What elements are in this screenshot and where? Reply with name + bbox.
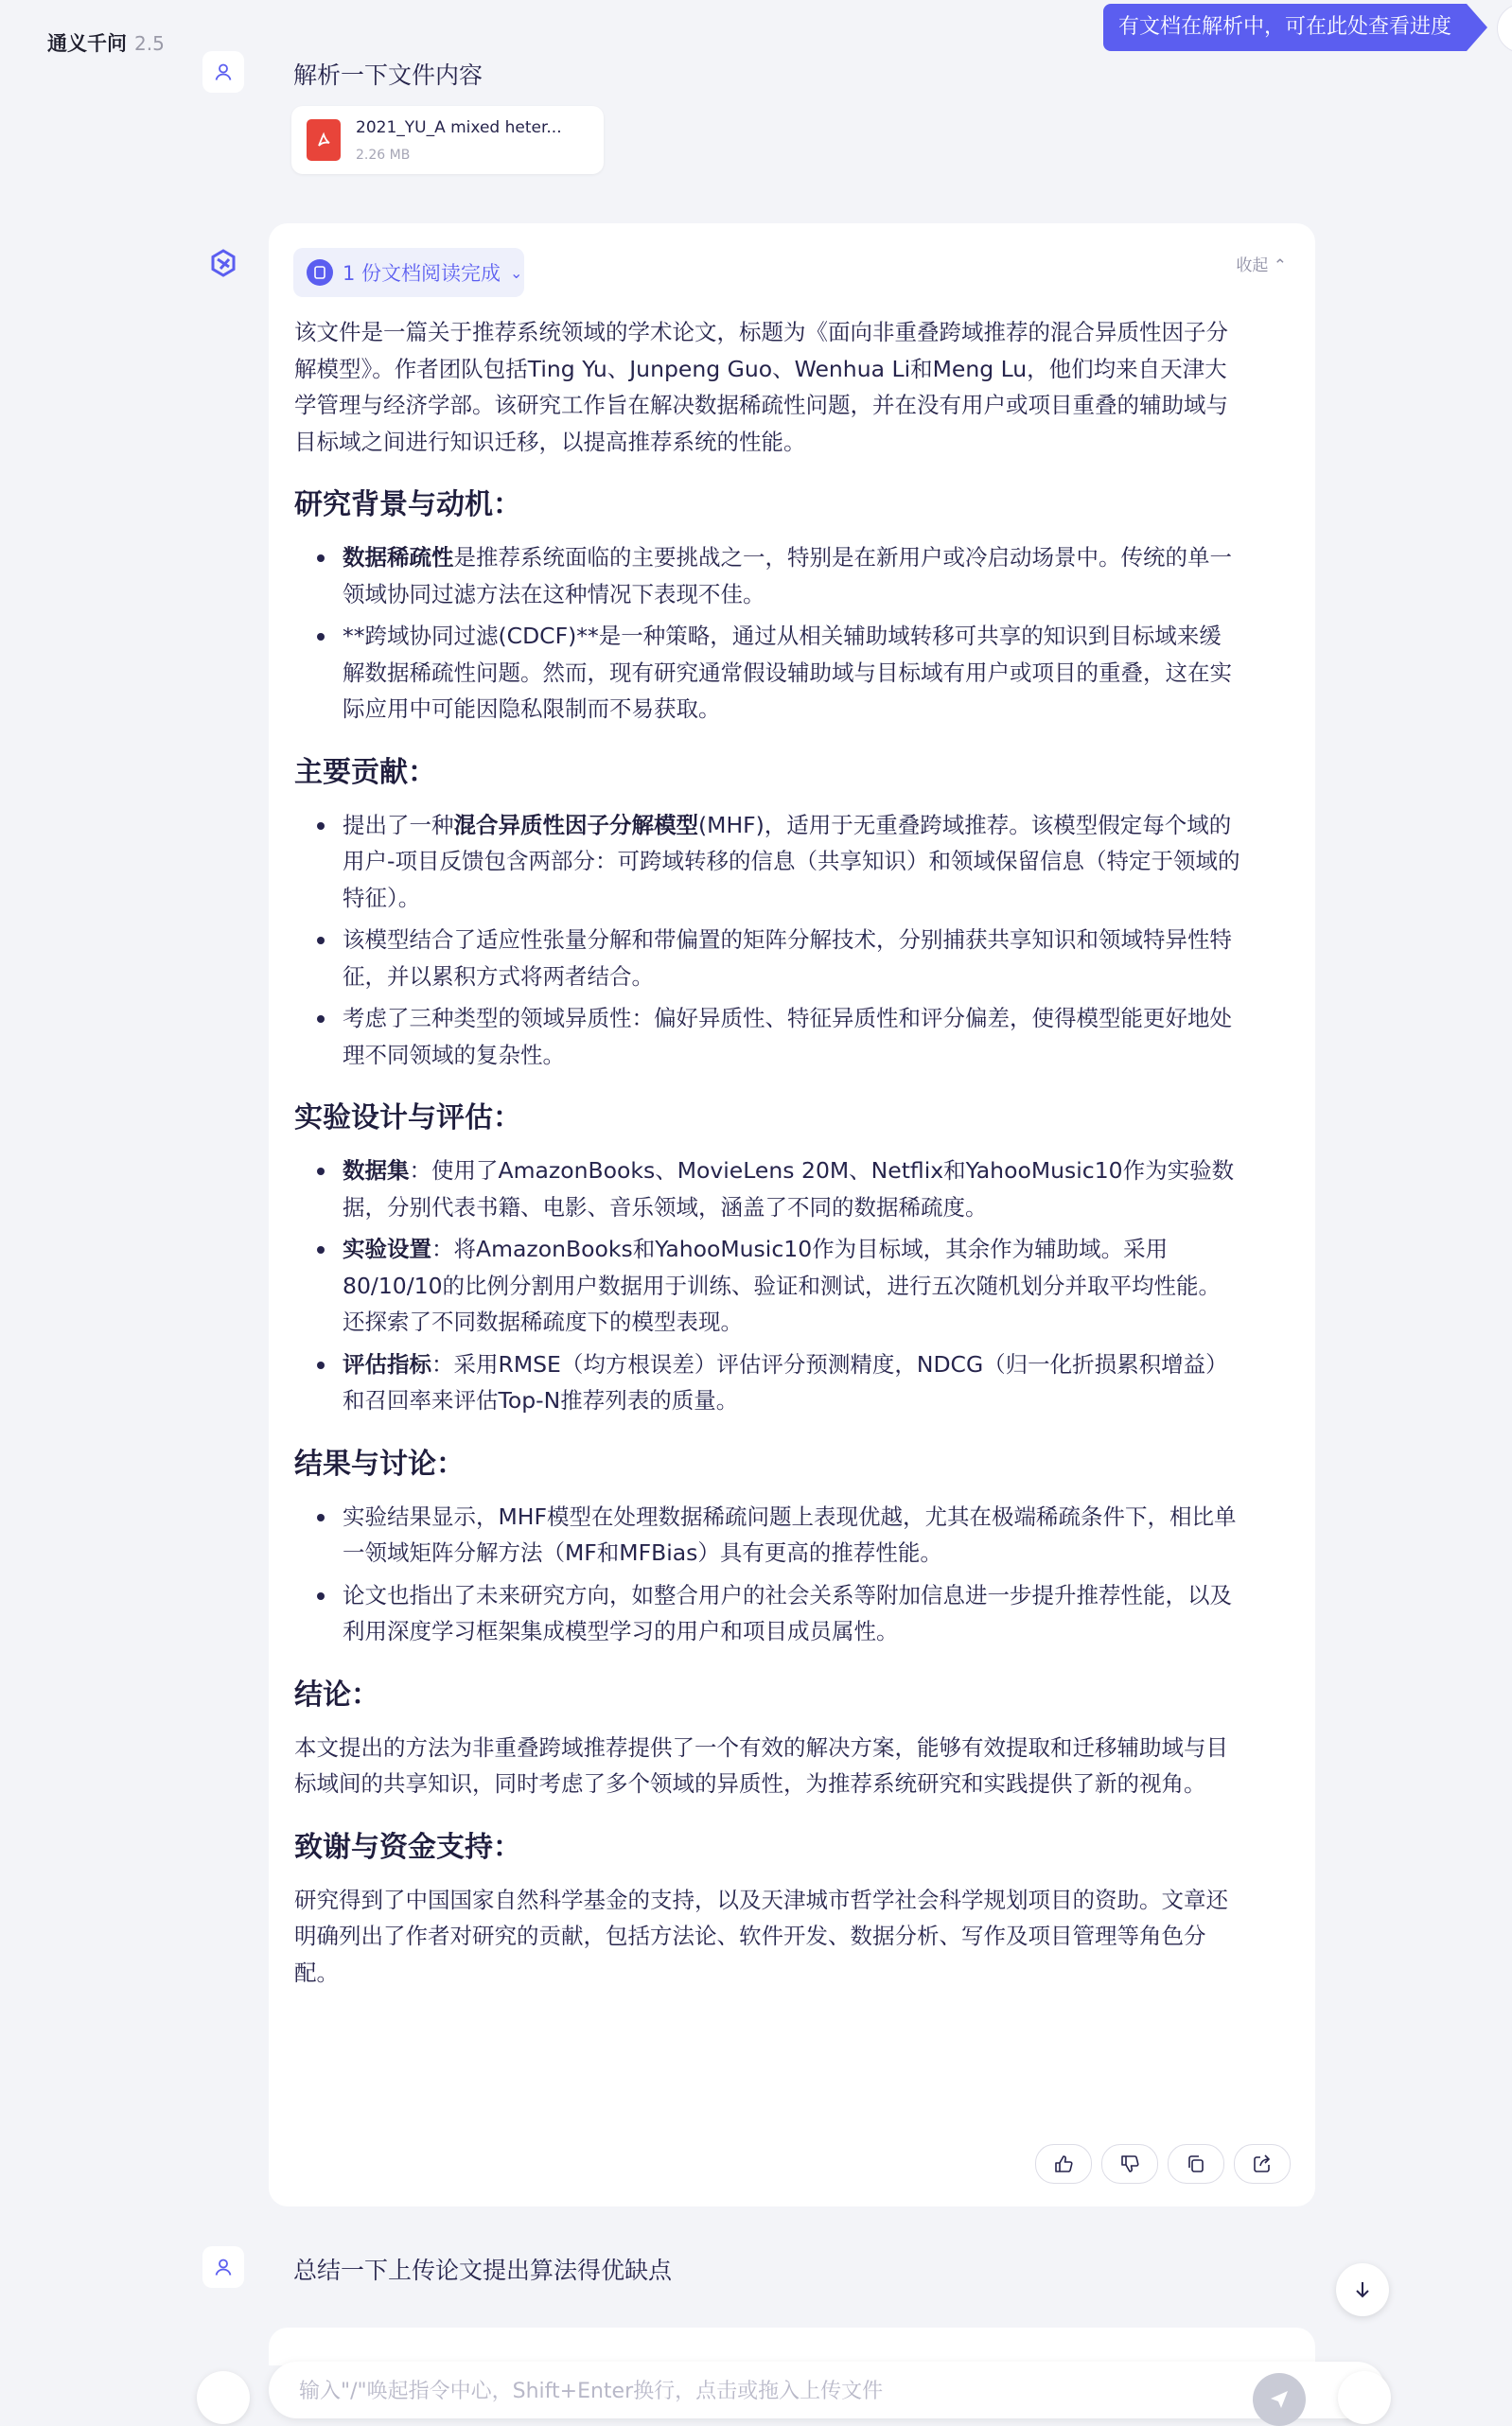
- share-button[interactable]: [1234, 2144, 1291, 2184]
- next-answer-card: [269, 2328, 1315, 2365]
- answer-content: [294, 314, 1240, 1991]
- user-message: 解析一下文件内容: [293, 62, 483, 89]
- section-heading: 实验设计与评估：: [294, 1101, 521, 1134]
- bold-term: 数据稀疏性: [343, 544, 454, 571]
- app-name: 通义千问: [47, 32, 127, 55]
- thumbs-up-button[interactable]: [1035, 2144, 1092, 2184]
- bullet-list: [294, 807, 1240, 1074]
- list-item: [294, 807, 1240, 917]
- section-heading: 结论：: [294, 1678, 379, 1712]
- acknowledgement-text: 研究得到了中国国家自然科学基金的支持，以及天津城市哲学社会科学规划项目的资助。文章还明确列出了作者对研究的贡献，包括方法论、软件开发、数据分析、写作及项目管理等角色分配。: [294, 1886, 1228, 1986]
- chevron-up-icon: ⌃: [1273, 256, 1287, 275]
- section-heading: 研究背景与动机：: [294, 488, 521, 521]
- bullet-list: [294, 539, 1240, 728]
- list-item: [294, 618, 1240, 728]
- list-item: [294, 922, 1240, 994]
- conclusion-text: 本文提出的方法为非重叠跨域推荐提供了一个有效的解决方案，能够有效提取和迁移辅助域与目标域间的共享知识，同时考虑了多个领域的异质性，为推荐系统研究和实践提供了新的视角。: [294, 1733, 1228, 1797]
- list-item-text: **跨域协同过滤(CDCF)**是一种策略，通过从相关辅助域转移可共享的知识到目标域来缓解数据稀疏性问题。然而，现有研究通常假设辅助域与目标域有用户或项目的重叠，这在实际应用中可能因隐私限制而不易获取。: [343, 623, 1232, 722]
- copy-button[interactable]: [1168, 2144, 1224, 2184]
- list-item-text: (MHF)，适用于无重叠跨域推荐。该模型假定每个域的用户-项目反馈包含两部分：可跨域转移的信息（共享知识）和领域保留信息（特定于领域的特征）。: [343, 811, 1240, 911]
- collapse-label: 收起: [1236, 256, 1269, 275]
- arrow-down-icon: [1352, 2279, 1373, 2300]
- chevron-down-icon: ⌄: [510, 263, 523, 282]
- user-avatar: [202, 2246, 244, 2288]
- document-read-label: 1 份文档阅读完成: [343, 262, 501, 285]
- collapse-button[interactable]: [1236, 252, 1287, 275]
- bullet-list: [294, 1152, 1240, 1419]
- list-item: [294, 539, 1240, 612]
- list-item: [294, 1346, 1240, 1419]
- thumbs-down-button[interactable]: [1101, 2144, 1158, 2184]
- thumbs-up-icon: [1053, 2154, 1074, 2174]
- pdf-icon: [307, 119, 341, 161]
- attachment-size: 2.26 MB: [356, 148, 411, 163]
- bold-term: 混合异质性因子分解模型: [453, 811, 698, 838]
- bold-term: 评估指标: [343, 1350, 431, 1378]
- list-item-text: ：将AmazonBooks和YahooMusic10作为目标域，其余作为辅助域。采用80/10/10的比例分割用户数据用于训练、验证和测试，进行五次随机划分并取平均性能。还探索了不同数据稀疏度下的模型表现。: [343, 1236, 1222, 1335]
- answer-intro: 该文件是一篇关于推荐系统领域的学术论文，标题为《面向非重叠跨域推荐的混合异质性因子分解模型》。作者团队包括Ting Yu、Junpeng Guo、Wenhua Li和Meng Lu，他们均来自天津大学管理与经济学部。该研究工作旨在解决数据稀疏性问题，并在没有用户或项目重叠的辅助域与目标域之间进行知识迁移，以提高推荐系统的性能。: [294, 319, 1228, 455]
- bold-term: 数据集: [343, 1157, 410, 1184]
- list-item-text: 考虑了三种类型的领域异质性：偏好异质性、特征异质性和评分偏差，使得模型能更好地处理不同领域的复杂性。: [343, 1005, 1232, 1068]
- user-message: 总结一下上传论文提出算法得优缺点: [293, 2257, 673, 2284]
- chat-input-bar[interactable]: [269, 2362, 1385, 2418]
- list-item: [294, 1577, 1240, 1650]
- answer-actions: [1035, 2144, 1291, 2184]
- bold-term: 实验设置: [343, 1236, 431, 1262]
- user-icon: [213, 62, 234, 82]
- list-item: [294, 1231, 1240, 1341]
- assistant-avatar: [202, 242, 244, 284]
- section-heading: 致谢与资金支持：: [294, 1830, 521, 1864]
- list-item-text: 该模型结合了适应性张量分解和带偏置的矩阵分解技术，分别捕获共享知识和领域特异性特征，并以累积方式将两者结合。: [343, 926, 1232, 990]
- list-item-text: 论文也指出了未来研究方向，如整合用户的社会关系等附加信息进一步提升推荐性能，以及利用深度学习框架集成模型学习的用户和项目成员属性。: [343, 1581, 1232, 1644]
- document-icon: [307, 259, 333, 286]
- parsing-progress-banner[interactable]: 有文档在解析中，可在此处查看进度: [1103, 4, 1467, 51]
- app-title: [47, 28, 165, 57]
- user-avatar: [202, 51, 244, 93]
- tongyi-logo-icon: [208, 248, 238, 278]
- new-chat-button[interactable]: [197, 2371, 250, 2424]
- assistant-answer-card: [269, 223, 1315, 2206]
- thumbs-down-icon: [1119, 2154, 1140, 2174]
- side-button[interactable]: [1497, 4, 1512, 53]
- copy-icon: [1186, 2154, 1206, 2174]
- list-item: [294, 1152, 1240, 1225]
- list-item-text: 是推荐系统面临的主要挑战之一，特别是在新用户或冷启动场景中。传统的单一领域协同过滤方法在这种情况下表现不佳。: [343, 544, 1232, 607]
- list-item-text: ：使用了AmazonBooks、MovieLens 20M、Netflix和YahooMusic10作为实验数据，分别代表书籍、电影、音乐领域，涵盖了不同的数据稀疏度。: [343, 1157, 1235, 1221]
- list-item-text: 提出了一种: [343, 811, 454, 838]
- app-version: 2.5: [134, 32, 165, 55]
- user-icon: [213, 2257, 234, 2277]
- document-read-status[interactable]: [293, 248, 524, 297]
- share-icon: [1252, 2154, 1273, 2174]
- send-icon: [1268, 2388, 1291, 2411]
- voice-button[interactable]: [1338, 2371, 1391, 2424]
- list-item: [294, 1000, 1240, 1073]
- bullet-list: [294, 1499, 1240, 1650]
- chat-input[interactable]: [297, 2367, 1228, 2415]
- attachment-name: 2021_YU_A mixed heter...: [356, 118, 562, 137]
- scroll-to-bottom-button[interactable]: [1336, 2263, 1389, 2316]
- list-item-text: ：采用RMSE（均方根误差）评估评分预测精度，NDCG（归一化折损累积增益）和召回率来评估Top-N推荐列表的质量。: [343, 1350, 1228, 1414]
- list-item-text: 实验结果显示，MHF模型在处理数据稀疏问题上表现优越，尤其在极端稀疏条件下，相比单一领域矩阵分解方法（MF和MFBias）具有更高的推荐性能。: [343, 1503, 1237, 1566]
- list-item: [294, 1499, 1240, 1572]
- section-heading: 结果与讨论：: [294, 1447, 465, 1481]
- send-button[interactable]: [1253, 2373, 1306, 2426]
- section-heading: 主要贡献：: [294, 755, 436, 789]
- attachment-card[interactable]: [291, 106, 604, 174]
